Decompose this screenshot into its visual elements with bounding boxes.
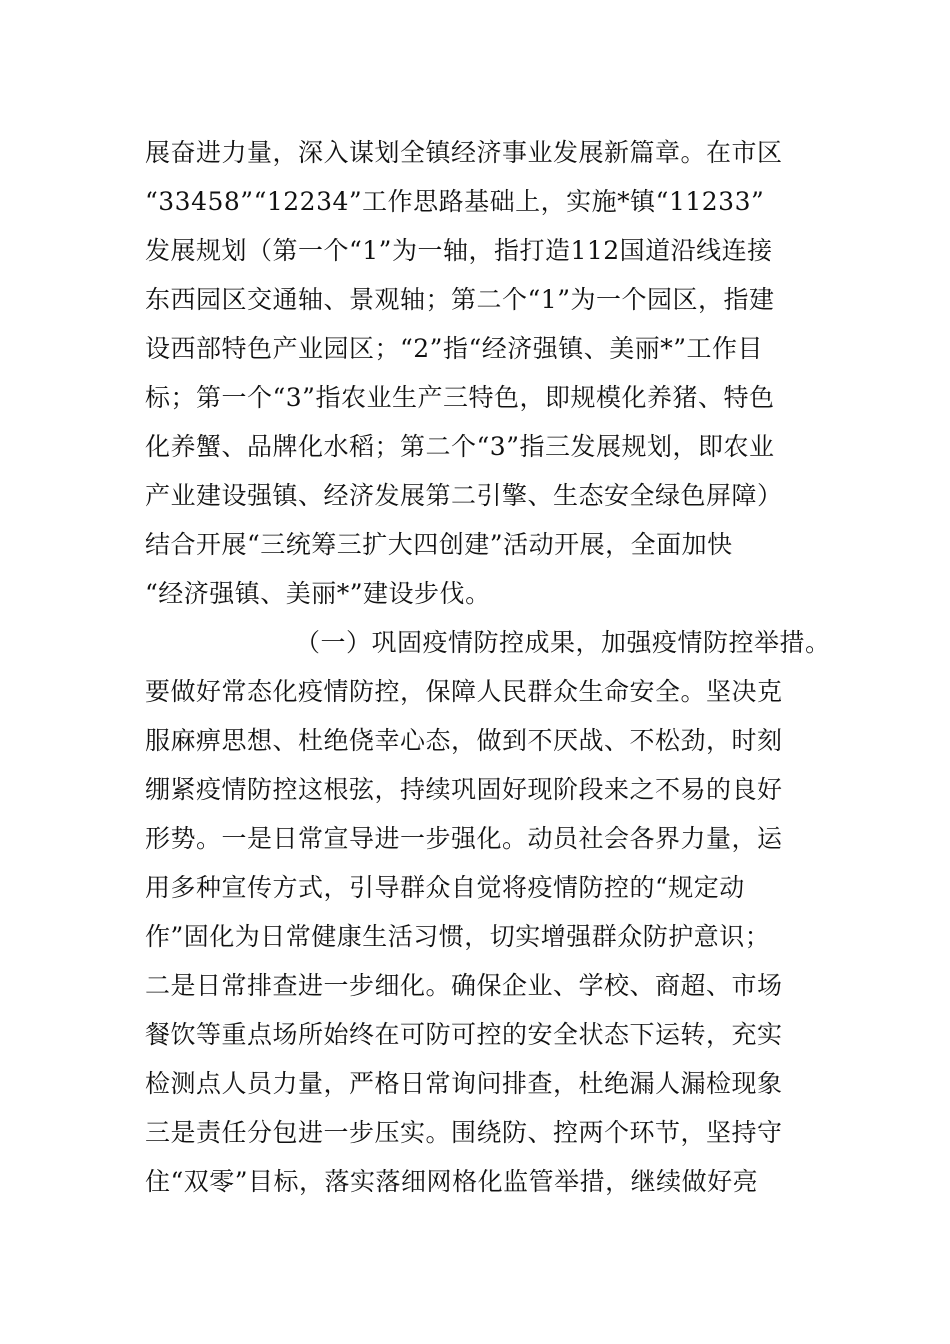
text-line: 形势。一是日常宣导进一步强化。动员社会各界力量，运 xyxy=(145,824,783,853)
text-line: 化养蟹、品牌化水稻；第二个“3”指三发展规划，即农业 xyxy=(145,432,775,461)
text-line: 三是责任分包进一步压实。围绕防、控两个环节，坚持守 xyxy=(145,1118,783,1147)
text-line: “经济强镇、美丽*”建设步伐。 xyxy=(145,579,491,608)
text-line: 要做好常态化疫情防控，保障人民群众生命安全。坚决克 xyxy=(145,677,783,706)
text-line: 住“双零”目标，落实落细网格化监管举措，继续做好亮 xyxy=(145,1167,759,1196)
text-line: 作”固化为日常健康生活习惯，切实增强群众防护意识； xyxy=(145,922,771,951)
text-line: 发展规划（第一个“1”为一轴，指打造112国道沿线连接 xyxy=(145,236,773,265)
text-line: 绷紧疫情防控这根弦，持续巩固好现阶段来之不易的良好 xyxy=(145,775,783,804)
section-heading: （一）巩固疫情防控成果，加强疫情防控举措。 xyxy=(295,628,831,657)
text-line: 用多种宣传方式，引导群众自觉将疫情防控的“规定动 xyxy=(145,873,745,902)
text-line: 二是日常排查进一步细化。确保企业、学校、商超、市场 xyxy=(145,971,783,1000)
text-line: 餐饮等重点场所始终在可防可控的安全状态下运转，充实 xyxy=(145,1020,783,1049)
text-line: 结合开展“三统筹三扩大四创建”活动开展，全面加快 xyxy=(145,530,733,559)
text-line: 服麻痹思想、杜绝侥幸心态，做到不厌战、不松劲，时刻 xyxy=(145,726,783,755)
text-line: 展奋进力量，深入谋划全镇经济事业发展新篇章。在市区 xyxy=(145,138,783,167)
text-line: 东西园区交通轴、景观轴；第二个“1”为一个园区，指建 xyxy=(145,285,775,314)
text-line: 产业建设强镇、经济发展第二引擎、生态安全绿色屏障） xyxy=(145,481,783,510)
document-body xyxy=(145,128,865,1206)
text-line: 设西部特色产业园区；“2”指“经济强镇、美丽*”工作目 xyxy=(145,334,764,363)
text-line: “33458”“12234”工作思路基础上，实施*镇“11233” xyxy=(145,187,765,216)
text-line: 标；第一个“3”指农业生产三特色，即规模化养猪、特色 xyxy=(145,383,775,412)
text-line: 检测点人员力量，严格日常询问排查，杜绝漏人漏检现象 xyxy=(145,1069,783,1098)
